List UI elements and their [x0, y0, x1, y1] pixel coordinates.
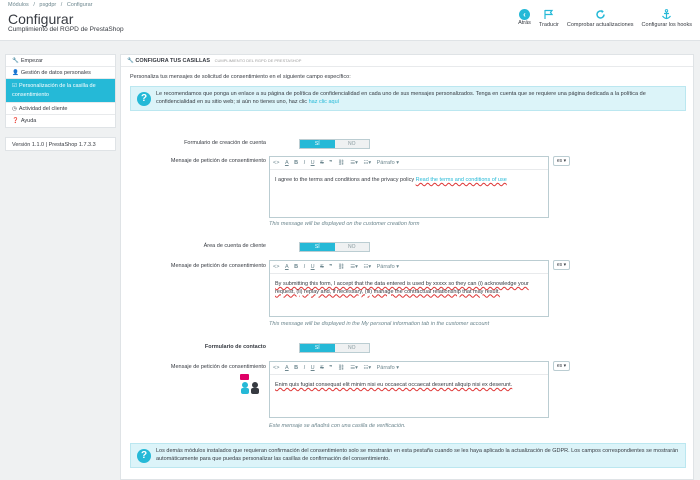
toggle-no[interactable]: NO: [335, 344, 370, 352]
editor-toolbar: [270, 261, 548, 274]
format-select[interactable]: Párrafo ▾: [376, 264, 399, 270]
info-alert-top: [130, 86, 686, 111]
strikethrough-icon[interactable]: S: [320, 264, 324, 270]
language-select[interactable]: es ▾: [553, 156, 570, 166]
link-icon[interactable]: ⛓: [337, 264, 345, 270]
editor-content[interactable]: [270, 274, 548, 303]
privacy-link[interactable]: haz clic aquí: [308, 98, 340, 105]
page-subtitle: Cumplimiento del RGPD de PrestaShop: [8, 26, 124, 33]
editor-toolbar: [270, 362, 548, 375]
contact-form-toggle: [299, 343, 370, 353]
sidebar-item-label: Actividad del cliente: [18, 106, 68, 112]
underline-icon[interactable]: U: [310, 264, 315, 270]
alert-text: Le recomendamos que ponga un enlace a su página de política de confidencialidad en cada uno de sus mensajes personalizados. Tenga en cuenta que se requiere una página dedicada a la política de confidencialidad en su sitio web; si aún no tienes uno, haz clic: [156, 91, 646, 105]
check-updates-label: Comprobar actualizaciones: [566, 22, 634, 28]
hooks-label: Configurar los hooks: [641, 22, 692, 28]
alert-text: Los demás módulos instalados que requieran confirmación del consentimiento solo se mostrarán en esta pestaña cuando se les haya aplicado la actualización de GDPR. Los campos correspondientes se mostrarán automáticamente para que puedas personalizar las casillas de confirmación del consentimiento.: [156, 448, 679, 462]
sidebar-item-label: Personalización de la casilla de consentimiento: [12, 83, 96, 98]
consent-text: Enim quis fugiat consequat elit minim nisi eu occaecat occaecat deserunt aliquip nisi ex deserunt.: [275, 382, 513, 388]
toggle-yes[interactable]: SÍ: [300, 344, 335, 352]
link-icon[interactable]: ⛓: [337, 365, 345, 371]
numbered-list-icon[interactable]: ☷▾: [363, 264, 372, 270]
question-icon: ?: [137, 449, 151, 463]
text-color-icon[interactable]: A: [284, 264, 289, 270]
language-select[interactable]: es ▾: [553, 260, 570, 270]
wrench-icon: 🔧: [127, 58, 134, 64]
sidebar-item-label: Gestión de datos personales: [20, 70, 91, 76]
panel-subtitle: CUMPLIMIENTO DEL RGPD DE PRESTASHOP: [214, 58, 302, 63]
breadcrumb-item[interactable]: Módulos: [8, 2, 29, 8]
consent-message-label: Mensaje de petición de consentimiento: [170, 158, 266, 164]
toolbar: [514, 9, 696, 28]
info-alert-bottom: [130, 443, 686, 468]
breadcrumb-item: Configurar: [66, 2, 93, 8]
bold-icon[interactable]: B: [294, 160, 299, 166]
bullet-list-icon[interactable]: ☰▾: [350, 160, 358, 166]
italic-icon[interactable]: I: [303, 264, 306, 270]
user-icon: 👤: [12, 70, 19, 76]
link-icon[interactable]: ⛓: [337, 160, 345, 166]
format-select[interactable]: Párrafo ▾: [376, 160, 399, 166]
help-text: This message will be displayed in the My personal information tab in the customer account: [269, 321, 490, 327]
help-text: Este mensaje se añadirá con una casilla de verificación.: [269, 423, 406, 429]
consent-message-label: Mensaje de petición de consentimiento: [170, 263, 266, 269]
bold-icon[interactable]: B: [294, 264, 299, 270]
help-text: This message will be displayed on the customer creation form: [269, 221, 420, 227]
contact-form-label: Formulario de contacto: [204, 344, 266, 350]
consent-text: By submitting this form, I accept that the data entered is used by xxxxx so they can (i) acknowledge your request, (ii) replay and, if necessary, (iii) manage the contractual relationship that may result.: [275, 281, 529, 295]
breadcrumb-item[interactable]: psgdpr: [39, 2, 57, 8]
module-logo: [238, 373, 262, 395]
version-info: Versión 1.1.0 | PrestaShop 1.7.3.3: [5, 137, 116, 151]
code-icon[interactable]: <>: [273, 365, 280, 371]
account-form-label: Formulario de creación de cuenta: [184, 140, 266, 146]
sidebar-item-empezar[interactable]: [6, 55, 115, 67]
question-icon: ❓: [12, 118, 19, 124]
breadcrumb: [8, 2, 96, 8]
intro-text: Personaliza tus mensajes de solicitud de consentimiento en el siguiente campo específico:: [130, 74, 351, 80]
account-form-toggle: [299, 139, 370, 149]
page-title: Configurar: [8, 11, 74, 27]
customer-area-label: Área de cuenta de cliente: [203, 243, 266, 249]
bullet-list-icon[interactable]: ☰▾: [350, 365, 358, 371]
config-panel: [120, 54, 694, 480]
editor-toolbar: [270, 157, 548, 170]
question-icon: ?: [137, 92, 151, 106]
translate-label: Traducir: [538, 22, 559, 28]
language-select[interactable]: es ▾: [553, 361, 570, 371]
numbered-list-icon[interactable]: ☷▾: [363, 365, 372, 371]
italic-icon[interactable]: I: [303, 365, 306, 371]
toggle-no[interactable]: NO: [335, 243, 370, 251]
page-header: [0, 0, 700, 41]
quote-icon[interactable]: ❞: [329, 365, 333, 371]
back-arrow-icon: ‹: [519, 9, 530, 20]
sidebar-menu: [5, 54, 116, 128]
strikethrough-icon[interactable]: S: [320, 365, 324, 371]
clock-icon: ◷: [12, 106, 17, 112]
back-button[interactable]: [514, 9, 535, 28]
panel-header: [121, 55, 693, 67]
toggle-no[interactable]: NO: [335, 140, 370, 148]
bold-icon[interactable]: B: [294, 365, 299, 371]
breadcrumb-separator: /: [60, 2, 63, 8]
sidebar-item-actividad[interactable]: [6, 103, 115, 115]
contact-form-editor[interactable]: [269, 361, 549, 418]
strikethrough-icon[interactable]: S: [320, 160, 324, 166]
editor-content[interactable]: [270, 375, 548, 397]
consent-message-label: Mensaje de petición de consentimiento: [170, 364, 266, 370]
anchor-icon: [661, 9, 672, 20]
toggle-yes[interactable]: SÍ: [300, 140, 335, 148]
code-icon[interactable]: <>: [273, 160, 280, 166]
check-updates-button[interactable]: [563, 9, 638, 28]
panel-title: CONFIGURA TUS CASILLAS: [135, 58, 211, 64]
customer-area-toggle: [299, 242, 370, 252]
code-icon[interactable]: <>: [273, 264, 280, 270]
text-color-icon[interactable]: A: [284, 365, 289, 371]
sidebar-item-label: Ayuda: [20, 118, 37, 124]
toggle-yes[interactable]: SÍ: [300, 243, 335, 251]
text-color-icon[interactable]: A: [284, 160, 289, 166]
italic-icon[interactable]: I: [303, 160, 306, 166]
sidebar-item-label: Empezar: [20, 58, 43, 64]
flag-icon: [543, 9, 554, 20]
customer-area-editor[interactable]: [269, 260, 549, 317]
quote-icon[interactable]: ❞: [329, 160, 333, 166]
translate-button[interactable]: [535, 9, 563, 28]
bullet-list-icon[interactable]: ☰▾: [350, 264, 358, 270]
consent-text: I agree to the terms and conditions and the privacy policy: [275, 177, 415, 183]
account-form-editor[interactable]: [269, 156, 549, 218]
numbered-list-icon[interactable]: ☷▾: [363, 160, 372, 166]
sidebar: [5, 54, 116, 151]
underline-icon[interactable]: U: [310, 365, 315, 371]
sidebar-item-consent-checkbox[interactable]: [6, 79, 115, 103]
underline-icon[interactable]: U: [310, 160, 315, 166]
hooks-button[interactable]: [638, 9, 696, 28]
terms-link[interactable]: Read the terms and conditions of use: [415, 177, 507, 183]
back-label: Atrás: [518, 20, 531, 26]
wrench-icon: 🔧: [12, 58, 19, 64]
checkbox-icon: ☑: [12, 83, 17, 89]
refresh-icon: [595, 9, 606, 20]
editor-content[interactable]: [270, 170, 548, 192]
format-select[interactable]: Párrafo ▾: [376, 365, 399, 371]
sidebar-item-ayuda[interactable]: [6, 115, 115, 127]
breadcrumb-separator: /: [33, 2, 35, 8]
quote-icon[interactable]: ❞: [329, 264, 333, 270]
sidebar-item-datos-personales[interactable]: [6, 67, 115, 79]
